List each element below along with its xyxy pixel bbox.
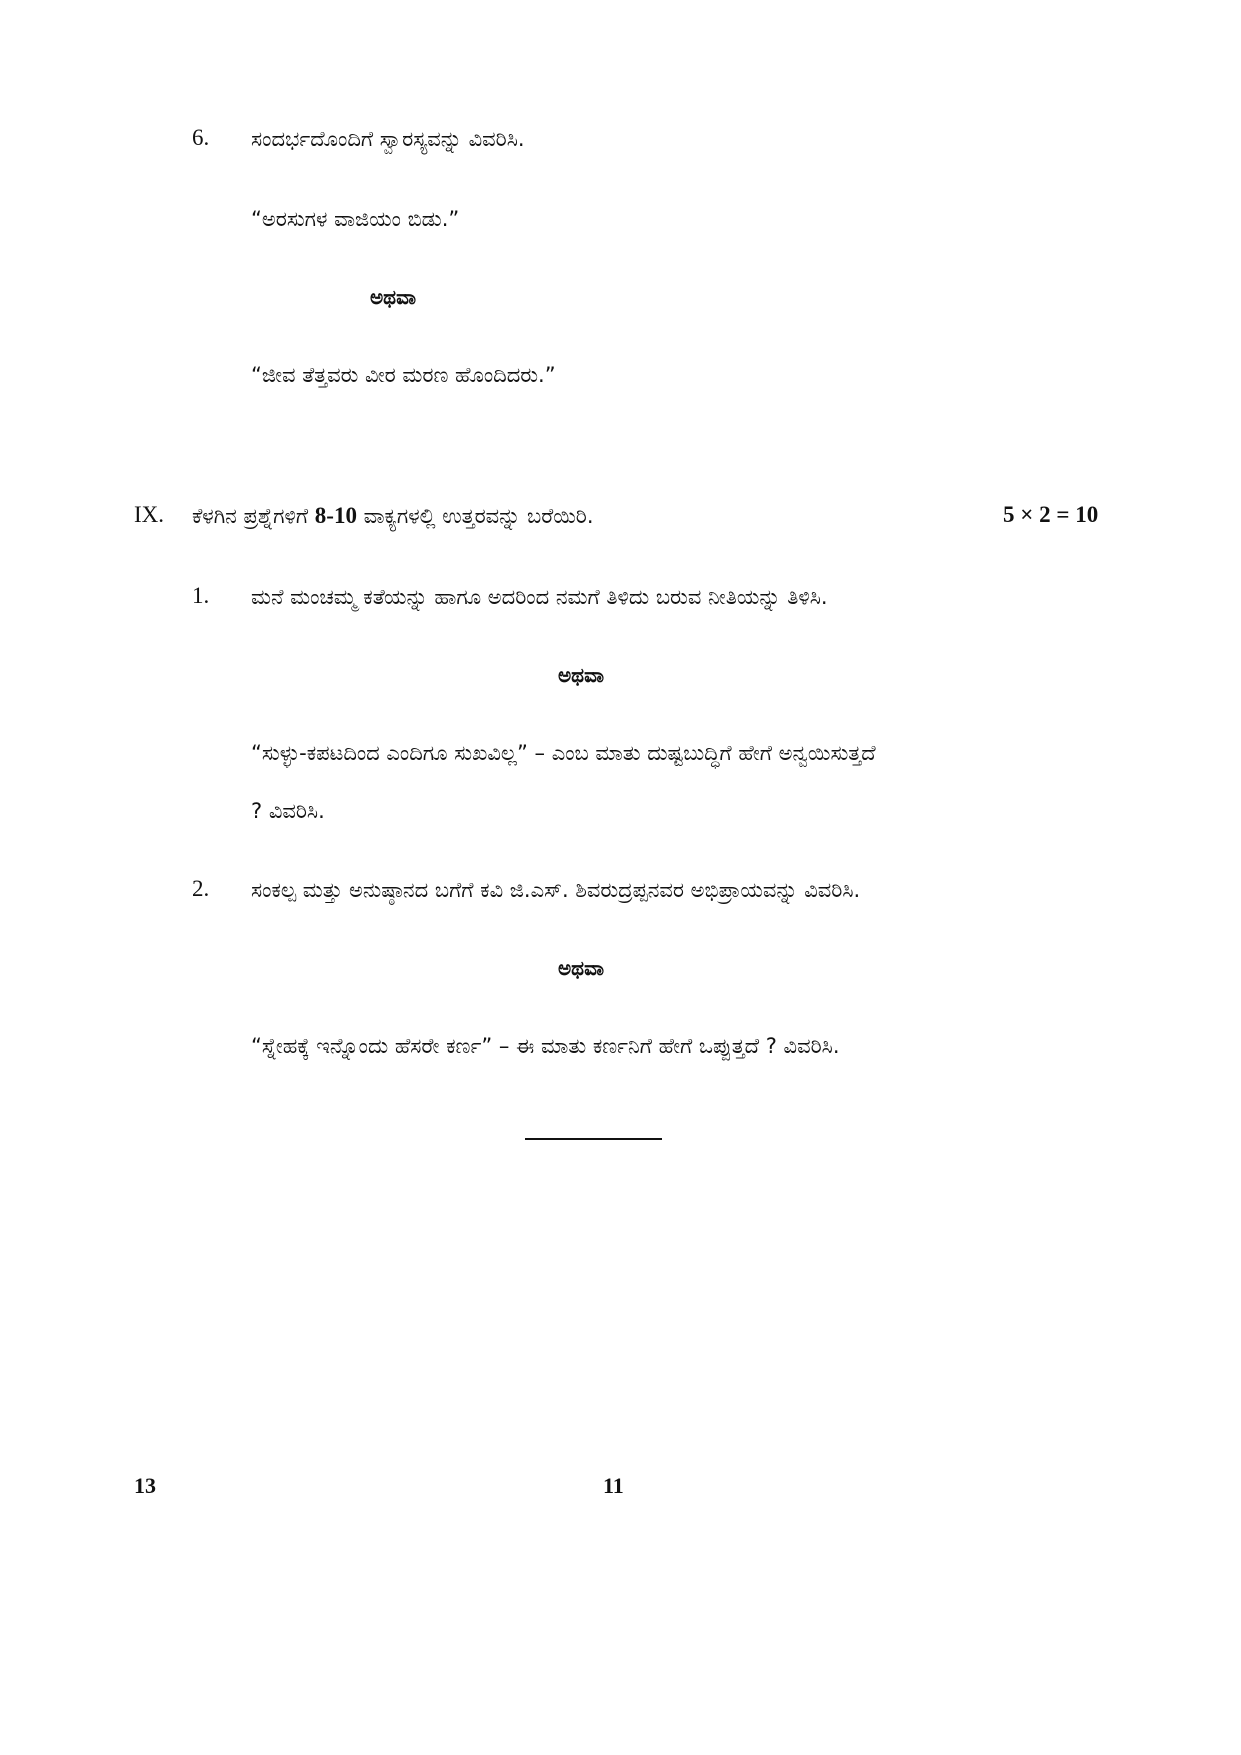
ix-question-1-text: ಮನೆ ಮಂಚಮ್ಮ ಕತೆಯನ್ನು ಹಾಗೂ ಅದರಿಂದ ನಮಗೆ ತಿಳಿದು ಬರುವ ನೀತಿಯನ್ನು ತಿಳಿಸಿ. xyxy=(251,585,828,609)
ix-question-2-text: ಸಂಕಲ್ಪ ಮತ್ತು ಅನುಷ್ಠಾನದ ಬಗೆಗೆ ಕವಿ ಜಿ.ಎಸ್. ಶಿವರುದ್ರಪ್ಪನವರ ಅಭಿಪ್ರಾಯವನ್ನು ವಿವರಿಸಿ. xyxy=(251,878,861,902)
ix-question-2-or: ಅಥವಾ xyxy=(558,956,604,980)
footer-code: 13 xyxy=(134,1473,156,1498)
section-ix-instruction-range: 8-10 xyxy=(314,503,357,528)
section-ix-instruction-pre: ಕೆಳಗಿನ ಪ್ರಶ್ನೆಗಳಿಗೆ xyxy=(192,504,309,528)
section-ix-instruction xyxy=(192,501,594,531)
question-6-number: 6. xyxy=(192,125,210,150)
question-6-quote-1: “ಅರಸುಗಳ ವಾಜಿಯಂ ಬಿಡು.” xyxy=(251,207,460,231)
ix-question-1-alt-line-2: ? ವಿವರಿಸಿ. xyxy=(251,799,325,823)
ix-question-2-number: 2. xyxy=(192,876,210,901)
section-ix-marks: 5 × 2 = 10 xyxy=(1003,502,1099,527)
section-ix-instruction-post: ವಾಕ್ಯಗಳಲ್ಲಿ ಉತ್ತರವನ್ನು ಬರೆಯಿರಿ. xyxy=(363,504,594,528)
ix-question-1-alt-line-1: “ಸುಳ್ಳು-ಕಪಟದಿಂದ ಎಂದಿಗೂ ಸುಖವಿಲ್ಲ” – ಎಂಬ ಮಾತು ದುಷ್ಟಬುದ್ಧಿಗೆ ಹೇಗೆ ಅನ್ವಯಿಸುತ್ತದೆ xyxy=(251,741,876,765)
ix-question-2-alt-line-1: “ಸ್ನೇಹಕ್ಕೆ ಇನ್ನೊಂದು ಹೆಸರೇ ಕರ್ಣ” – ಈ ಮಾತು ಕರ್ಣನಿಗೆ ಹೇಗೆ ಒಪ್ಪುತ್ತದೆ ? ವಿವರಿಸಿ. xyxy=(251,1034,840,1058)
ix-question-1-or: ಅಥವಾ xyxy=(558,663,604,687)
question-6-or: ಅಥವಾ xyxy=(370,285,416,309)
question-6-prompt: ಸಂದರ್ಭದೊಂದಿಗೆ ಸ್ವಾರಸ್ಯವನ್ನು ವಿವರಿಸಿ. xyxy=(251,127,525,151)
section-ix-numeral: IX. xyxy=(134,502,165,527)
question-6-quote-2: “ಜೀವ ತೆತ್ತವರು ವೀರ ಮರಣ ಹೊಂದಿದರು.” xyxy=(251,363,556,387)
end-of-section-rule xyxy=(525,1138,662,1140)
footer-page-number: 11 xyxy=(603,1473,624,1498)
ix-question-1-number: 1. xyxy=(192,583,210,608)
